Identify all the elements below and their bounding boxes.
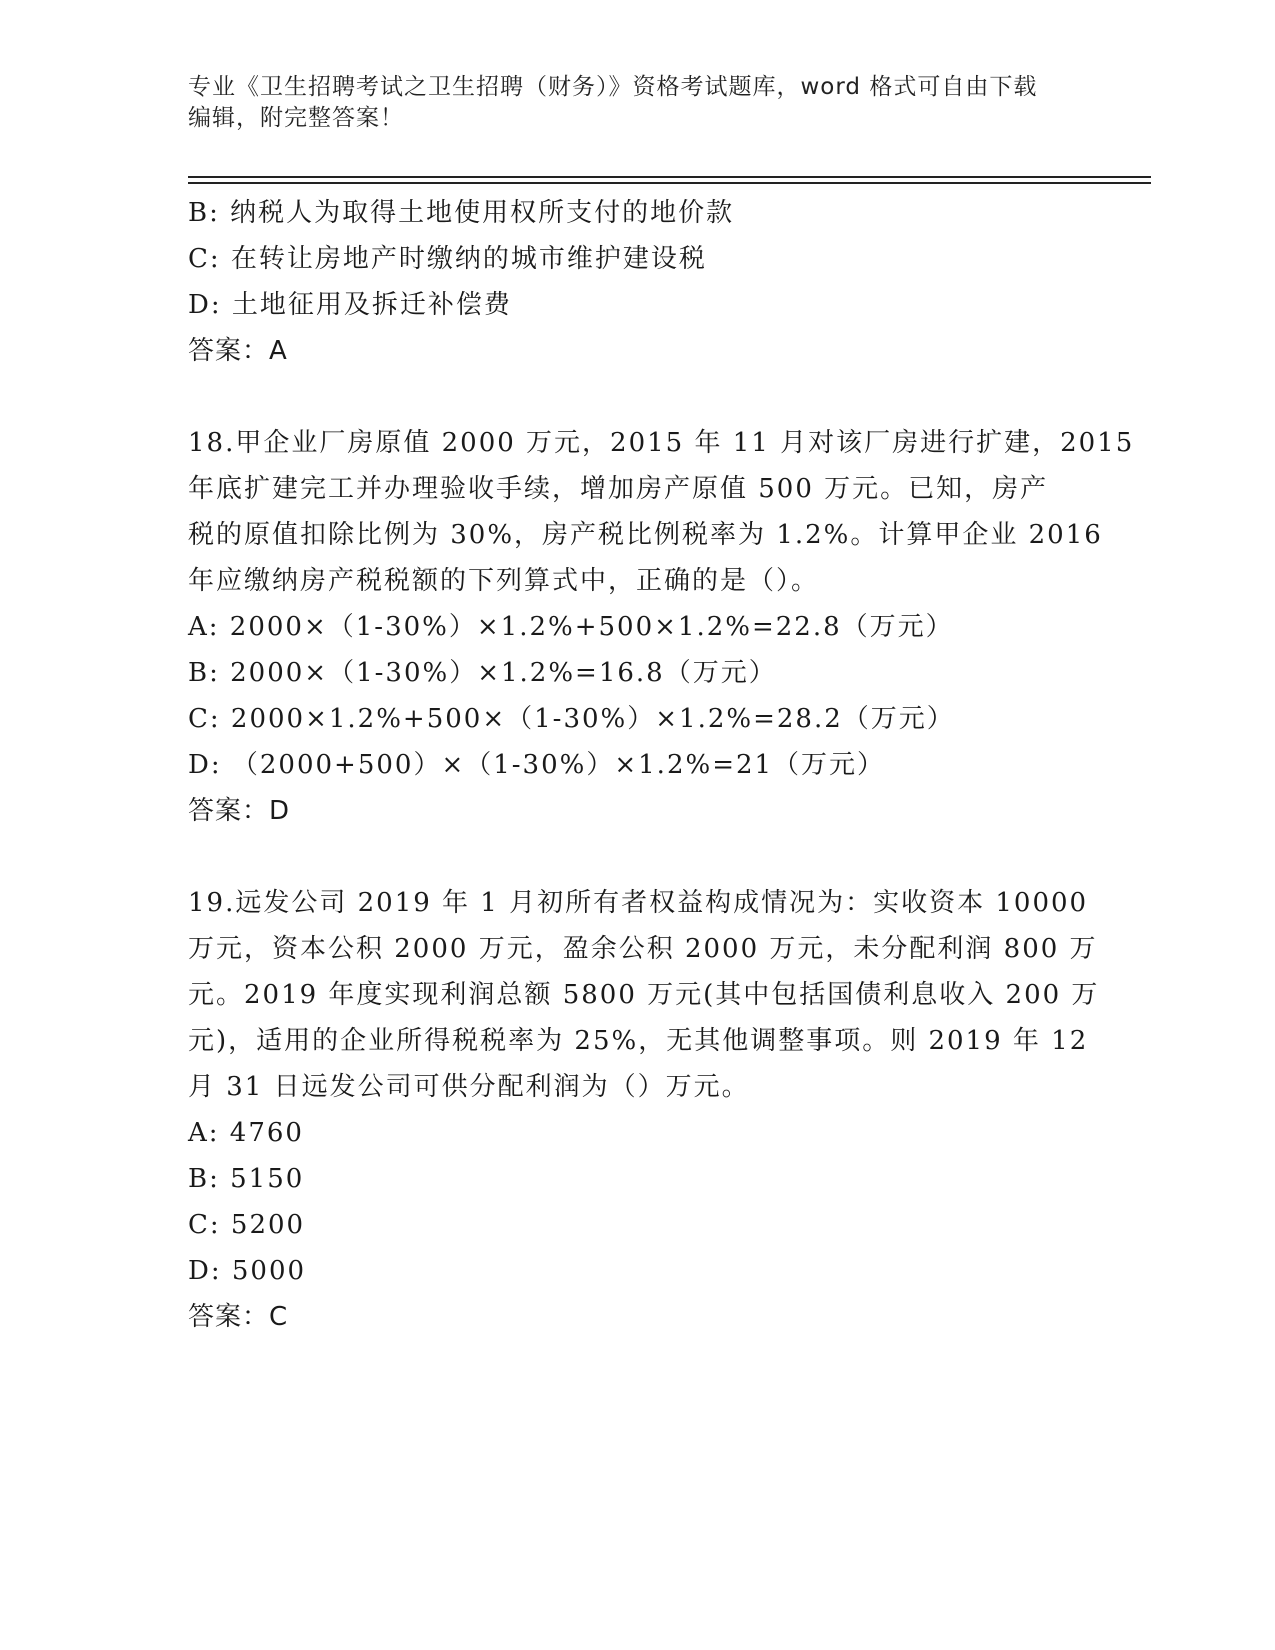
stem-line: 元。2019 年度实现利润总额 5800 万元(其中包括国债利息收入 200 万 xyxy=(188,980,1100,1010)
option-c: C: 5200 xyxy=(188,1210,306,1240)
spacer xyxy=(188,834,1088,880)
header-line-2: 编辑，附完整答案！ xyxy=(188,105,404,131)
question-19-stem xyxy=(188,880,1100,1110)
stem-line: 月 31 日远发公司可供分配利润为（）万元。 xyxy=(188,1072,750,1102)
header-line-1: 专业《卫生招聘考试之卫生招聘（财务）》资格考试题库，word 格式可自由下载 xyxy=(188,74,1038,100)
stem-line: 万元，资本公积 2000 万元，盈余公积 2000 万元，未分配利润 800 万 xyxy=(188,934,1098,964)
stem-line: 年应缴纳房产税税额的下列算式中，正确的是（）。 xyxy=(188,566,820,596)
option-d: D: （2000+500）×（1-30%）×1.2%=21（万元） xyxy=(188,750,886,780)
option-d: D: 5000 xyxy=(188,1256,307,1286)
answer-17: 答案：A xyxy=(188,336,288,366)
stem-line: 年底扩建完工并办理验收手续，增加房产原值 500 万元。已知，房产 xyxy=(188,474,1049,504)
question-content xyxy=(188,190,1135,1340)
stem-line: 18.甲企业厂房原值 2000 万元，2015 年 11 月对该厂房进行扩建，2015 xyxy=(188,428,1135,458)
answer-18: 答案：D xyxy=(188,796,291,826)
question-18-options xyxy=(188,604,1088,788)
option-c: C: 2000×1.2%+500×（1-30%）×1.2%=28.2（万元） xyxy=(188,704,955,734)
option-b: B: 5150 xyxy=(188,1164,305,1194)
stem-line: 19.远发公司 2019 年 1 月初所有者权益构成情况为：实收资本 10000 xyxy=(188,888,1089,918)
option-b: B: 2000×（1-30%）×1.2%=16.8（万元） xyxy=(188,658,777,688)
option-b: B: 纳税人为取得土地使用权所支付的地价款 xyxy=(188,198,735,228)
option-c: C: 在转让房地产时缴纳的城市维护建设税 xyxy=(188,244,707,274)
question-18-stem xyxy=(188,420,1135,604)
spacer xyxy=(188,374,1088,420)
document-header xyxy=(188,72,1078,134)
header-divider-top xyxy=(188,176,1151,178)
answer-19: 答案：C xyxy=(188,1302,289,1332)
option-a: A: 4760 xyxy=(188,1118,304,1148)
stem-line: 税的原值扣除比例为 30%，房产税比例税率为 1.2%。计算甲企业 2016 xyxy=(188,520,1103,550)
option-a: A: 2000×（1-30%）×1.2%+500×1.2%=22.8（万元） xyxy=(188,612,954,642)
question-19-options xyxy=(188,1110,1088,1294)
stem-line: 元)，适用的企业所得税税率为 25%，无其他调整事项。则 2019 年 12 xyxy=(188,1026,1089,1056)
question-17-options xyxy=(188,190,1088,328)
header-divider-bottom xyxy=(188,182,1151,184)
option-d: D: 土地征用及拆迁补偿费 xyxy=(188,290,512,320)
